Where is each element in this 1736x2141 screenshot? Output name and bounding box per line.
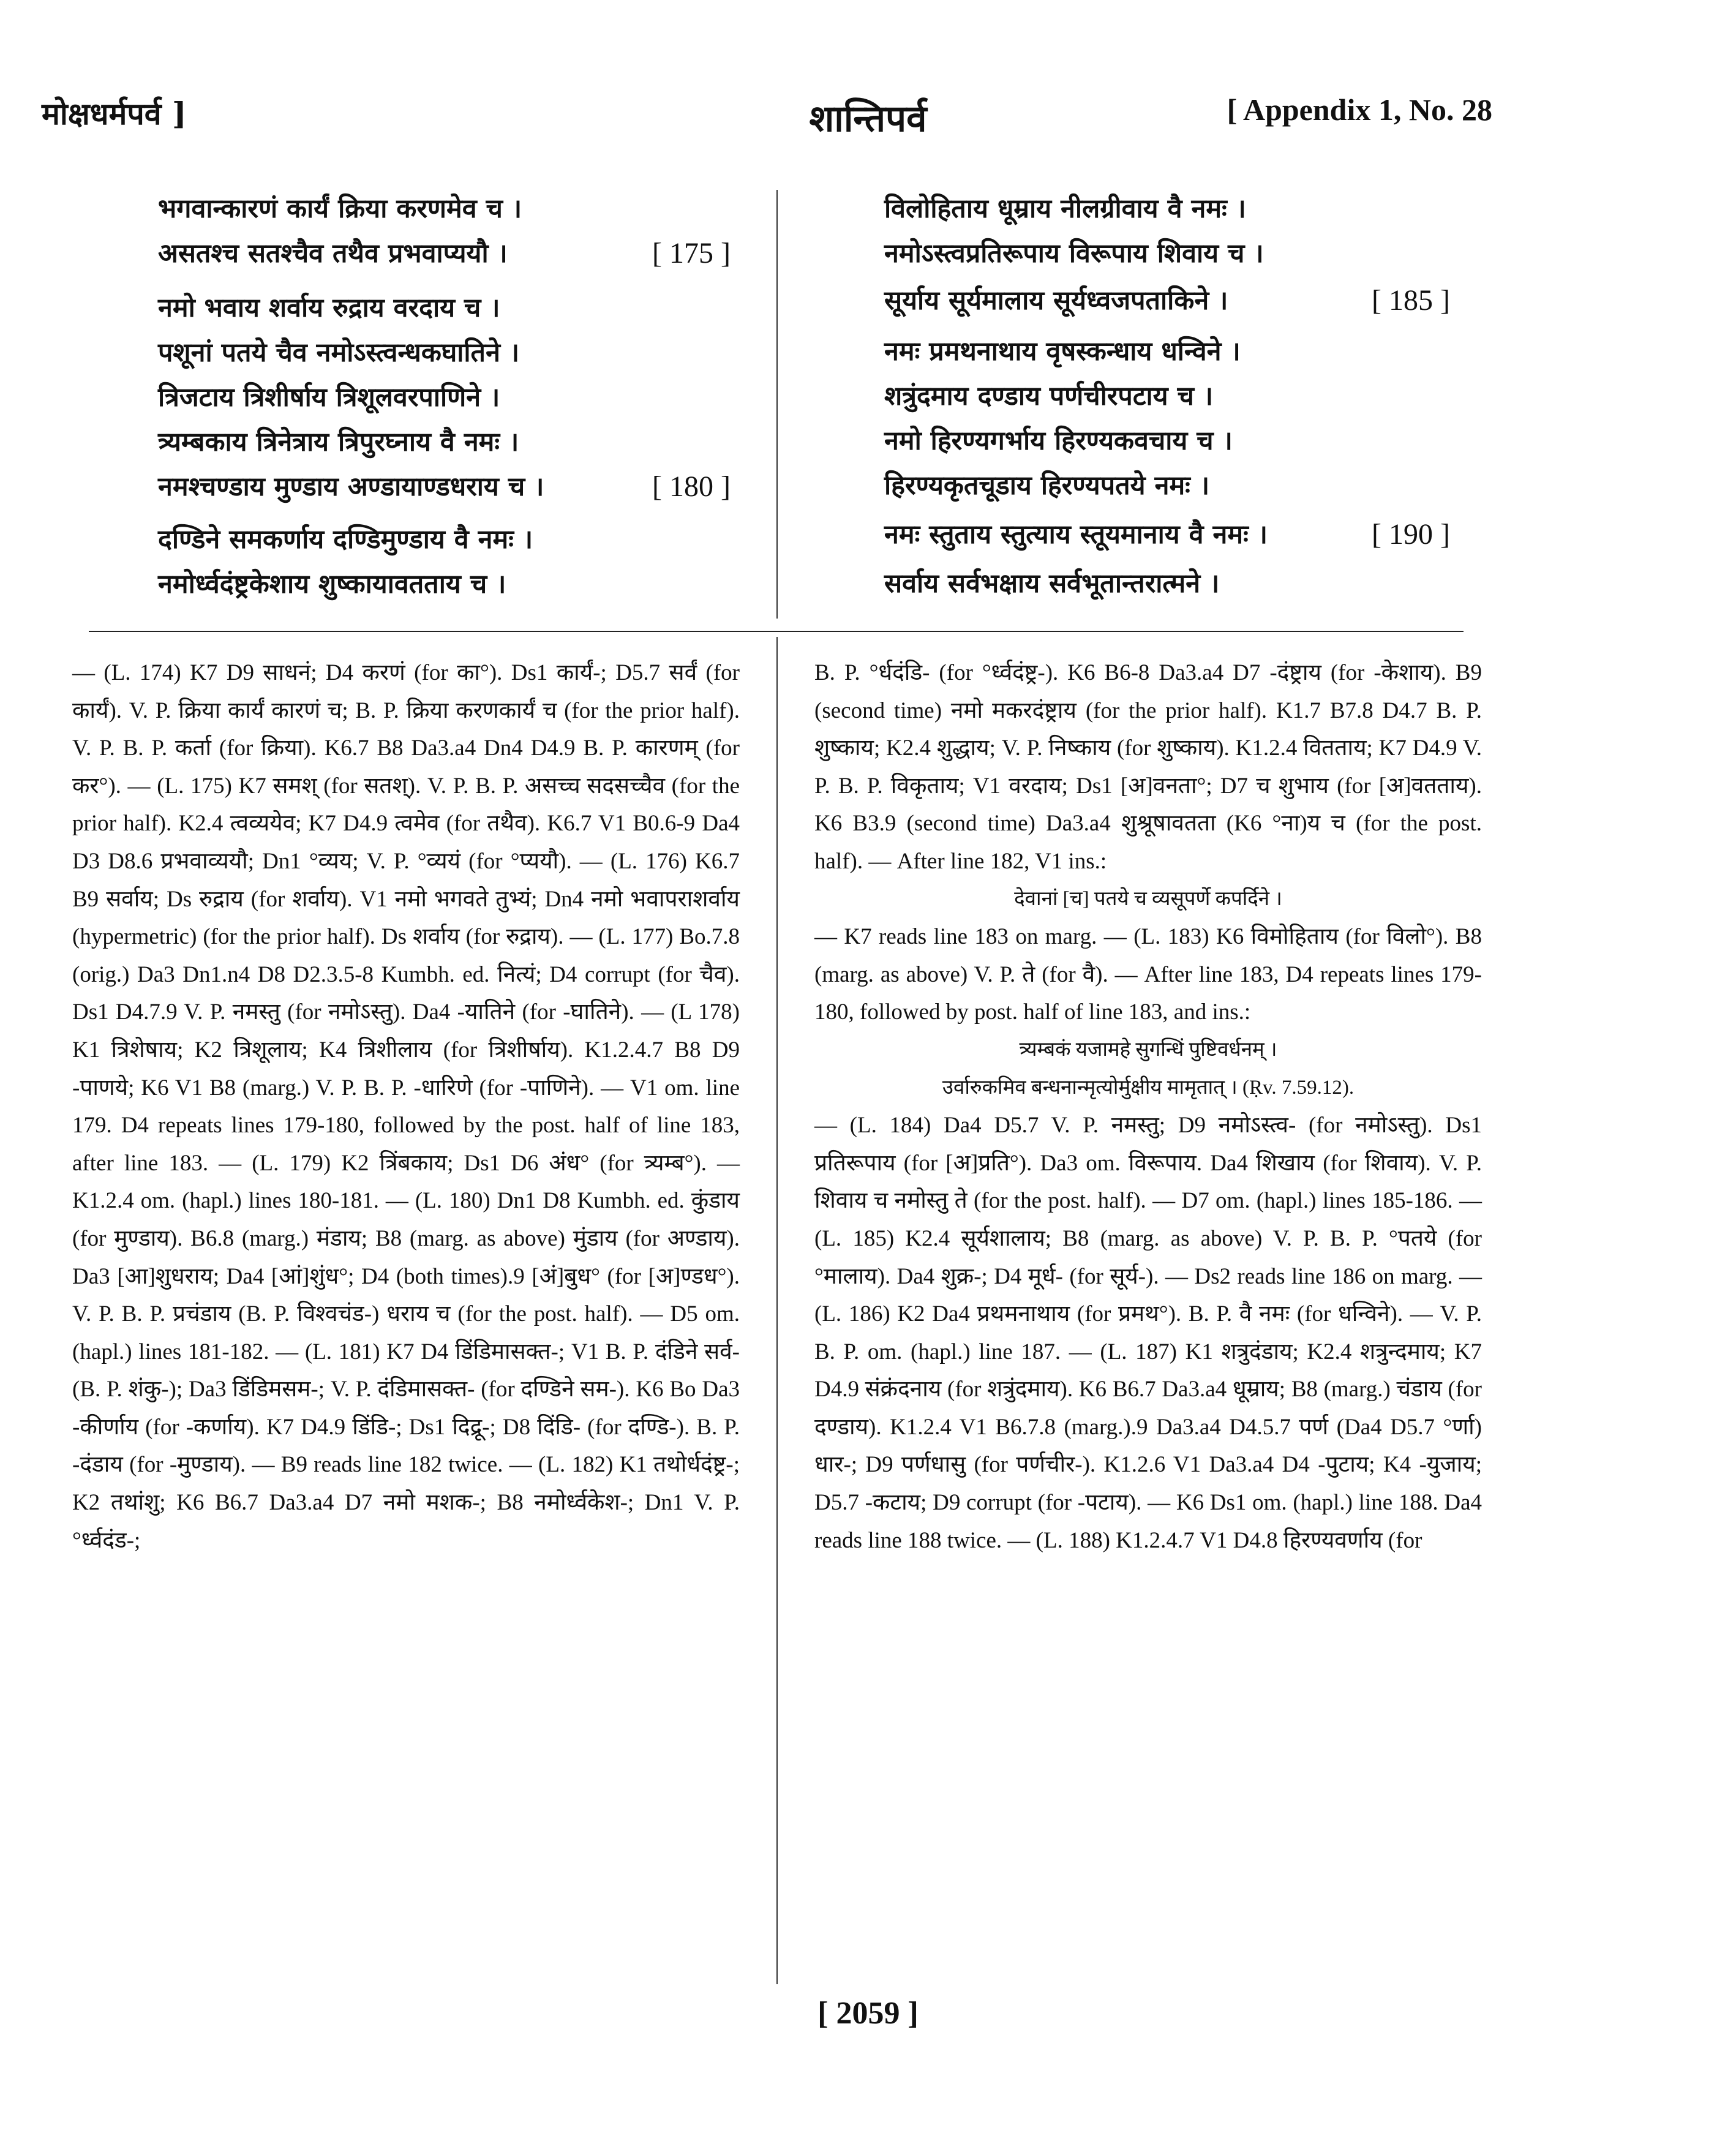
verse-line: दण्डिने समकर्णाय दण्डिमुण्डाय वै नमः । [158,524,533,555]
verse-line: त्रिजटाय त्रिशीर्षाय त्रिशूलवरपाणिने । [158,382,500,413]
running-header-left: मोक्षधर्मपर्व ] [42,96,187,132]
apparatus-column-right [814,654,1482,1559]
verse-line: सूर्याय सूर्यमालाय सूर्यध्वजपताकिने । [ 185 ] [884,284,1450,317]
apparatus-rule [89,631,1464,632]
verse-line: नमः प्रमथनाथाय वृषस्कन्धाय धन्विने । [884,336,1241,367]
verse-line: शत्रुंदमाय दण्डाय पर्णचीरपटाय च । [884,381,1214,412]
notes-column-divider [776,637,778,1984]
verse-line: नमो भवाय शर्वाय रुद्राय वरदाय च । [158,293,500,323]
running-header-title: शान्तिपर्व [809,97,927,140]
verse-line: नमोऽस्त्वप्रतिरूपाय विरूपाय शिवाय च । [884,238,1264,269]
verse-line: विलोहिताय धूम्राय नीलग्रीवाय वै नमः । [884,194,1246,224]
apparatus-notes: — (L. 184) Da4 D5.7 V. P. नमस्तु; D9 नमोऽस्त्व- (for नमोऽस्तु). Ds1 प्रतिरूपाय (for [अ]प्रति°). Da3 om. विरूपाय. Da4 शिखाय (for शिवाय). V. P. शिवाय च नमोस्तु ते (for the post. half). — D7 om. (hapl.) lines 185-186. — (L. 185) K2.4 सूर्यशालाय; B8 (marg. as above) V. P. B. P. °पतये (for °मालाय). Da4 शुक्र-; D4 मूर्ध- (for सूर्य-). — Ds2 reads line 186 on marg. — (L. 186) K2 Da4 प्रथमनाथाय (for प्रमथ°). B. P. वै नमः (for धन्विने). — V. P. B. P. om. (hapl.) line 187. — (L. 187) K1 शत्रुदंडाय; K2.4 शत्रुन्दमाय; K7 D4.9 संक्रंदनाय (for शत्रुंदमाय). K6 B6.7 Da3.a4 धूम्राय; B8 (marg.) चंडाय (for दण्डाय). K1.2.4 V1 B6.7.8 (marg.).9 Da3.a4 D4.5.7 पर्ण (Da4 D5.7 °र्णा) धार-; D9 पर्णधासु (for पर्णचीर-). K1.2.6 V1 Da3.a4 D4 -पुटाय; K4 -युजाय; D5.7 -कटाय; D9 corrupt (for -पटाय). — K6 Ds1 om. (hapl.) line 188. Da4 reads line 188 twice. — (L. 188) K1.2.4.7 V1 D4.8 हिरण्यवर्णाय (for [814,1113,1482,1553]
inserted-verse: उर्वारुकमिव बन्धनान्मृत्योर्मुक्षीय मामृतात् । (Ṛv. 7.59.12). [942,1076,1355,1099]
verse-line: नमः स्तुताय स्तुत्याय स्तूयमानाय वै नमः । [ 190 ] [884,518,1450,551]
verse-line: त्र्यम्बकाय त्रिनेत्राय त्रिपुरघ्नाय वै नमः । [158,427,519,457]
apparatus-notes: B. P. °र्धदंडि- (for °र्ध्वदंष्ट्र-). K6 B6-8 Da3.a4 D7 -दंष्ट्राय (for -केशाय). B9 (second time) नमो मकरदंष्ट्राय (for the prior half). K1.7 B7.8 D4.7 B. P. शुष्काय; K2.4 शुद्धाय; V. P. निष्काय (for शुष्काय). K1.2.4 वितताय; K7 D4.9 V. P. B. P. विकृताय; V1 वरदाय; Ds1 [अ]वनता°; D7 च शुभाय (for [अ]वतताय). K6 B3.9 (second time) Da3.a4 शुश्रूषावतता (K6 °ना)य च (for the post. half). — After line 182, V1 ins.: [814,660,1482,874]
verse-line: भगवान्कारणं कार्यं क्रिया करणमेव च । [158,194,522,224]
apparatus-column-left [72,654,740,1559]
verse-line: असतश्च सतश्चैव तथैव प्रभवाप्ययौ । [ 175 ] [158,237,731,269]
verse-line: नमो हिरण्यगर्भाय हिरण्यकवचाय च । [884,426,1233,456]
verse-line: नमश्चण्डाय मुण्डाय अण्डायाण्डधराय च । [ 180 ] [158,470,731,503]
apparatus-notes: — (L. 174) K7 D9 साधनं; D4 करणं (for का°). Ds1 कार्यं-; D5.7 सर्वं (for कार्यं). V. P. क्रिया कार्यं कारणं च; B. P. क्रिया करणकार्यं च (for the prior half). V. P. B. P. कर्ता (for क्रिया). K6.7 B8 Da3.a4 Dn4 D4.9 B. P. कारणम् (for कर°). — (L. 175) K7 समश् (for सतश्). V. P. B. P. असच्च सदसच्चैव (for the prior half). K2.4 त्वव्ययेव; K7 D4.9 त्वमेव (for तथैव). K6.7 V1 B0.6-9 Da4 D3 D8.6 प्रभवाव्ययौ; Dn1 °व्यय; V. P. °व्ययं (for °प्ययौ). — (L. 176) K6.7 B9 सर्वाय; Ds रुद्राय (for शर्वाय). V1 नमो भगवते तुभ्यं; Dn4 नमो भवापराशर्वाय (hypermetric) (for the prior half). Ds शर्वाय (for रुद्राय). — (L. 177) Bo.7.8 (orig.) Da3 Dn1.n4 D8 D2.3.5-8 Kumbh. ed. नित्यं; D4 corrupt (for चैव). Ds1 D4.7.9 V. P. नमस्तु (for नमोऽस्तु). Da4 -यातिने (for -घातिने). — (L 178) K1 त्रिशेषाय; K2 त्रिशूलाय; K4 त्रिशीलाय (for त्रिशीर्षाय). K1.2.4.7 B8 D9 -पाणये; K6 V1 B8 (marg.) V. P. B. P. -धारिणे (for -पाणिने). — V1 om. line 179. D4 repeats lines 179-180, followed by the post. half of line 183, after line 183. — (L. 179) K2 त्रिंबकाय; Ds1 D6 अंध° (for त्र्यम्ब°). — K1.2.4 om. (hapl.) lines 180-181. — (L. 180) Dn1 D8 Kumbh. ed. कुंडाय (for मुण्डाय). B6.8 (marg.) मंडाय; B8 (marg. as above) मुंडाय (for अण्डाय). Da3 [आ]शुधराय; Da4 [आं]शुंध°; D4 (both times).9 [अं]बुध° (for [अ]ण्डध°). V. P. B. P. प्रचंडाय (B. P. विश्वचंड-) धराय च (for the post. half). — D5 om. (hapl.) lines 181-182. — (L. 181) K7 D4 डिंडिमासक्त-; V1 B. P. दंडिने सर्व-(B. P. शंकु-); Da3 डिंडिमसम-; V. P. दंडिमासक्त- (for दण्डिने सम-). K6 Bo Da3 -कीर्णाय (for -कर्णाय). K7 D4.9 डिंडि-; Ds1 दिद्रू-; D8 दिंडि- (for दण्डि-). B. P. -दंडाय (for -मुण्डाय). — B9 reads line 182 twice. — (L. 182) K1 तथोर्धदंष्ट्र-; K2 तथांशु; K6 B6.7 Da3.a4 D7 नमो मशक-; B8 नमोर्ध्वकेश-; Dn1 V. P. °र्ध्वदंड-; [72,660,740,1553]
verse-line: नमोर्ध्वदंष्ट्रकेशाय शुष्कायावतताय च । [158,569,506,600]
page-number: [ 2059 ] [817,1996,919,2031]
running-header-right: [ Appendix 1, No. 28 [1227,92,1492,127]
apparatus-notes: — K7 reads line 183 on marg. — (L. 183) K6 विमोहिताय (for विलो°). B8 (marg. as above) V. P. ते (for वै). — After line 183, D4 repeats lines 179-180, followed by post. half of line 183, and ins.: [814,924,1482,1025]
inserted-verse: त्र्यम्बकं यजामहे सुगन्धिं पुष्टिवर्धनम् । [1019,1038,1277,1061]
inserted-verse: देवानां [च] पतये च व्यसूपर्णे कपर्दिने । [1014,887,1282,910]
verse-line: हिरण्यकृतचूडाय हिरण्यपतये नमः । [884,470,1210,501]
verse-line: सर्वाय सर्वभक्षाय सर्वभूतान्तरात्मने । [884,568,1220,599]
verse-line: पशूनां पतये चैव नमोऽस्त्वन्धकघातिने । [158,337,520,368]
